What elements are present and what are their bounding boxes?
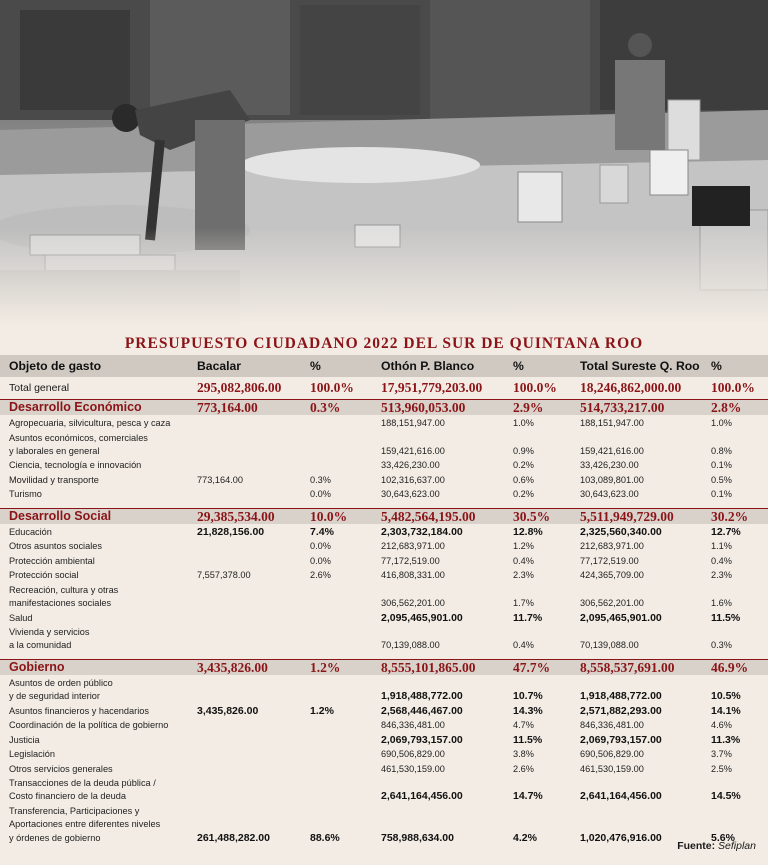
- header-pct-total: %: [711, 359, 722, 373]
- row-othon: 188,151,947.00: [381, 418, 445, 428]
- row-total: 2,095,465,901.00: [580, 611, 662, 624]
- row-label: Coordinación de la política de gobierno: [9, 720, 169, 731]
- source-note: [677, 840, 756, 852]
- row-othon: 33,426,230.00: [381, 460, 440, 471]
- section-pct-bacalar: 10.0%: [310, 508, 348, 524]
- source-label: Fuente:: [677, 840, 716, 852]
- row-label: a la comunidad: [9, 640, 72, 651]
- row-total: 1,918,488,772.00: [580, 690, 662, 703]
- total-pct-othon: 100.0%: [513, 380, 557, 395]
- total-sureste: 18,246,862,000.00: [580, 380, 682, 395]
- section-pct-total: 2.8%: [711, 400, 742, 415]
- row-pct-total: 2.5%: [711, 763, 732, 774]
- row-label: Otros asuntos sociales: [9, 541, 102, 552]
- row-total: 33,426,230.00: [580, 460, 639, 471]
- section-total: 5,511,949,729.00: [580, 508, 674, 524]
- section-name: Gobierno: [9, 659, 65, 674]
- row-pct-total: 1.1%: [711, 541, 732, 552]
- row-othon: 690,506,829.00: [381, 749, 445, 760]
- section-name: Desarrollo Social: [9, 508, 112, 523]
- row-pct-othon: 1.2%: [513, 541, 534, 552]
- row-pct-othon: 14.7%: [513, 790, 543, 803]
- section-pct-othon: 30.5%: [513, 508, 551, 524]
- row-label: Vivienda y servicios: [9, 627, 90, 638]
- row-bacalar: 3,435,826.00: [197, 704, 259, 717]
- row-label: Asuntos financieros y hacendarios: [9, 705, 149, 716]
- row-label: Costo financiero de la deuda: [9, 791, 126, 802]
- row-pct-total: 14.1%: [711, 704, 741, 717]
- row-label: Aportaciones entre diferentes niveles: [9, 819, 161, 830]
- row-pct-total: 11.3%: [711, 733, 741, 746]
- header-total: Total Sureste Q. Roo: [580, 359, 700, 373]
- row-label: Otros servicios generales: [9, 763, 113, 774]
- row-total: 188,151,947.00: [580, 418, 644, 428]
- row-pct-othon: 0.6%: [513, 474, 534, 485]
- row-pct-othon: 4.7%: [513, 720, 534, 731]
- row-label: Movilidad y transporte: [9, 474, 99, 485]
- row-label: Salud: [9, 612, 33, 623]
- row-bacalar: 773,164.00: [197, 474, 243, 485]
- row-label: Educación: [9, 526, 52, 537]
- section-pct-bacalar: 1.2%: [310, 659, 341, 675]
- row-pct-othon: 0.4%: [513, 640, 534, 651]
- total-pct-bacalar: 100.0%: [310, 380, 354, 395]
- section-total: 8,558,537,691.00: [580, 659, 675, 675]
- row-pct-bacalar: 2.6%: [310, 570, 331, 581]
- header-bacalar: Bacalar: [197, 359, 242, 373]
- section-name: Desarrollo Económico: [9, 400, 142, 414]
- row-pct-total: 12.7%: [711, 525, 741, 538]
- row-othon: 758,988,634.00: [381, 831, 454, 844]
- row-pct-total: 0.1%: [711, 460, 732, 471]
- row-pct-othon: 14.3%: [513, 704, 543, 717]
- row-pct-othon: 12.8%: [513, 525, 543, 538]
- row-pct-total: 2.3%: [711, 570, 732, 581]
- row-label: Asuntos de orden público: [9, 677, 113, 688]
- row-total: 30,643,623.00: [580, 489, 639, 500]
- row-othon: 416,808,331.00: [381, 570, 445, 581]
- row-othon: 461,530,159.00: [381, 763, 445, 774]
- row-othon: 102,316,637.00: [381, 474, 445, 485]
- row-pct-othon: 0.9%: [513, 445, 534, 456]
- section-pct-total: 30.2%: [711, 508, 749, 524]
- row-othon: 306,562,201.00: [381, 598, 445, 609]
- row-total: 690,506,829.00: [580, 749, 644, 760]
- section-pct-othon: 2.9%: [513, 400, 544, 415]
- row-othon: 2,303,732,184.00: [381, 525, 463, 538]
- row-label: y laborales en general: [9, 445, 100, 456]
- row-pct-total: 0.1%: [711, 489, 732, 500]
- section-othon: 5,482,564,195.00: [381, 508, 476, 524]
- row-othon: 77,172,519.00: [381, 555, 440, 566]
- row-total: 306,562,201.00: [580, 598, 644, 609]
- row-pct-othon: 0.2%: [513, 460, 534, 471]
- row-label: Ciencia, tecnología e innovación: [9, 460, 142, 471]
- row-label: Justicia: [9, 734, 40, 745]
- row-pct-total: 11.5%: [711, 611, 741, 624]
- total-othon: 17,951,779,203.00: [381, 380, 483, 395]
- row-pct-othon: 0.2%: [513, 489, 534, 500]
- row-pct-othon: 2.6%: [513, 763, 534, 774]
- row-total: 70,139,088.00: [580, 640, 639, 651]
- row-pct-othon: 1.0%: [513, 418, 534, 428]
- row-pct-total: 5.6%: [711, 831, 735, 844]
- row-total: 212,683,971.00: [580, 541, 644, 552]
- row-othon: 159,421,616.00: [381, 445, 445, 456]
- row-label: y órdenes de gobierno: [9, 832, 101, 843]
- row-label: Transacciones de la deuda pública /: [9, 778, 156, 789]
- row-pct-bacalar: 88.6%: [310, 831, 340, 844]
- row-othon: 212,683,971.00: [381, 541, 445, 552]
- total-pct-sureste: 100.0%: [711, 380, 755, 395]
- row-pct-bacalar: 0.0%: [310, 541, 331, 552]
- row-othon: 846,336,481.00: [381, 720, 445, 731]
- row-total: 103,089,801.00: [580, 474, 644, 485]
- row-label: Turismo: [9, 489, 42, 500]
- row-total: 2,069,793,157.00: [580, 733, 662, 746]
- row-pct-total: 4.6%: [711, 720, 732, 731]
- row-pct-othon: 4.2%: [513, 831, 537, 844]
- section-total: 514,733,217.00: [580, 400, 665, 415]
- row-total: 159,421,616.00: [580, 445, 644, 456]
- row-othon: 2,095,465,901.00: [381, 611, 463, 624]
- header-pct-othon: %: [513, 359, 524, 373]
- row-pct-total: 10.5%: [711, 690, 741, 703]
- row-total: 2,571,882,293.00: [580, 704, 662, 717]
- row-total: 846,336,481.00: [580, 720, 644, 731]
- row-pct-total: 0.4%: [711, 555, 732, 566]
- row-pct-total: 1.6%: [711, 598, 732, 609]
- row-othon: 2,641,164,456.00: [381, 790, 463, 803]
- row-pct-total: 3.7%: [711, 749, 732, 760]
- row-pct-total: 0.3%: [711, 640, 732, 651]
- row-label: Transferencia, Participaciones y: [9, 806, 140, 816]
- row-pct-bacalar: 0.3%: [310, 474, 331, 485]
- row-label: Protección social: [9, 570, 79, 581]
- row-pct-othon: 2.3%: [513, 570, 534, 581]
- row-pct-total: 14.5%: [711, 790, 741, 803]
- section-pct-bacalar: 0.3%: [310, 400, 341, 415]
- row-bacalar: 7,557,378.00: [197, 570, 251, 581]
- row-pct-total: 0.8%: [711, 445, 732, 456]
- row-label: Legislación: [9, 749, 55, 760]
- row-pct-bacalar: 0.0%: [310, 555, 331, 566]
- row-pct-othon: 10.7%: [513, 690, 543, 703]
- header-object: Objeto de gasto: [9, 359, 102, 373]
- row-label: Protección ambiental: [9, 555, 95, 566]
- source-name: Sefiplan: [718, 840, 756, 852]
- section-othon: 8,555,101,865.00: [381, 659, 476, 675]
- section-othon: 513,960,053.00: [381, 400, 466, 415]
- row-label: Asuntos económicos, comerciales: [9, 432, 148, 443]
- row-total: 424,365,709.00: [580, 570, 644, 581]
- row-pct-othon: 11.7%: [513, 611, 543, 624]
- row-total: 2,641,164,456.00: [580, 790, 662, 803]
- row-pct-total: 1.0%: [711, 418, 732, 428]
- row-pct-bacalar: 7.4%: [310, 525, 334, 538]
- header-othon: Othón P. Blanco: [381, 359, 475, 373]
- section-pct-othon: 47.7%: [513, 659, 551, 675]
- row-pct-othon: 11.5%: [513, 733, 543, 746]
- row-pct-bacalar: 1.2%: [310, 704, 334, 717]
- row-pct-othon: 1.7%: [513, 598, 534, 609]
- row-pct-total: 0.5%: [711, 474, 732, 485]
- section-bacalar: 773,164.00: [197, 400, 258, 415]
- row-total: 461,530,159.00: [580, 763, 644, 774]
- row-othon: 30,643,623.00: [381, 489, 440, 500]
- total-label: Total general: [9, 382, 70, 394]
- row-bacalar: 261,488,282.00: [197, 831, 270, 844]
- row-total: 1,020,476,916.00: [580, 831, 662, 844]
- row-label: manifestaciones sociales: [9, 598, 112, 609]
- row-othon: 2,568,446,467.00: [381, 704, 463, 717]
- table-header: [0, 355, 768, 377]
- row-pct-othon: 0.4%: [513, 555, 534, 566]
- document-title: PRESUPUESTO CIUDADANO 2022 DEL SUR DE QUINTANA ROO: [124, 335, 644, 352]
- row-bacalar: 21,828,156.00: [197, 525, 265, 538]
- section-bacalar: 29,385,534.00: [197, 508, 275, 524]
- section-bacalar: 3,435,826.00: [197, 659, 268, 675]
- row-othon: 2,069,793,157.00: [381, 733, 463, 746]
- row-label: Recreación, cultura y otras: [9, 584, 119, 595]
- header-pct-bacalar: %: [310, 359, 321, 373]
- row-pct-othon: 3.8%: [513, 749, 534, 760]
- row-label: y de seguridad interior: [9, 691, 100, 702]
- row-label: Agropecuaria, silvicultura, pesca y caza: [9, 418, 171, 428]
- row-total: 2,325,560,340.00: [580, 525, 662, 538]
- total-bacalar: 295,082,806.00: [197, 380, 282, 395]
- row-othon: 70,139,088.00: [381, 640, 440, 651]
- row-othon: 1,918,488,772.00: [381, 690, 463, 703]
- header-photo: [0, 0, 768, 325]
- row-pct-bacalar: 0.0%: [310, 489, 331, 500]
- section-pct-total: 46.9%: [711, 659, 749, 675]
- row-total: 77,172,519.00: [580, 555, 639, 566]
- street-work-photo: [0, 0, 768, 325]
